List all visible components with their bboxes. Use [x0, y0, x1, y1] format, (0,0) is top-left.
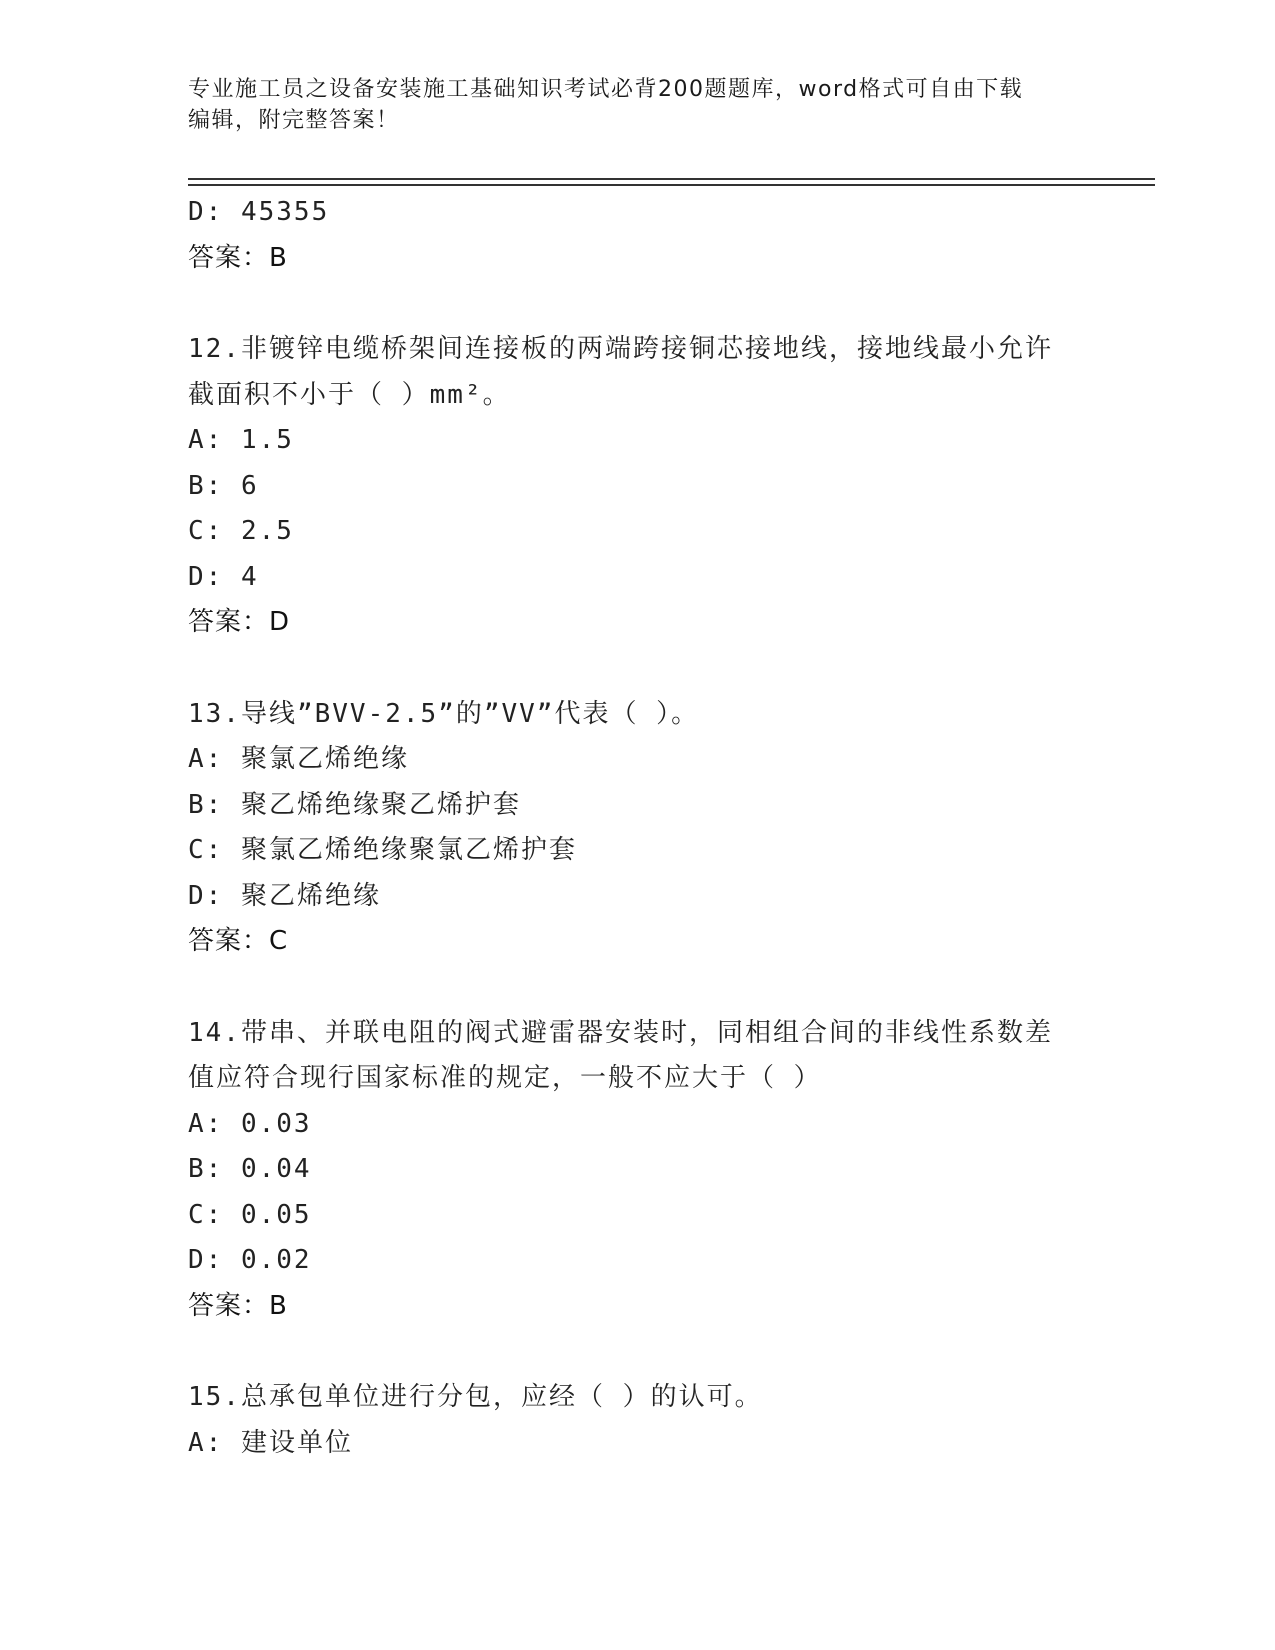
option-d: D: 4 — [188, 561, 259, 592]
option-d: D: 聚乙烯绝缘 — [188, 880, 381, 911]
spacer — [188, 281, 1088, 327]
document-header — [188, 74, 1068, 136]
spacer — [188, 1329, 1088, 1375]
option-b: B: 聚乙烯绝缘聚乙烯护套 — [188, 789, 521, 820]
option-c: C: 2.5 — [188, 516, 294, 546]
option-a: A: 聚氯乙烯绝缘 — [188, 744, 409, 774]
question-list — [188, 190, 1088, 1466]
question-stem-line-1: 15.总承包单位进行分包，应经（ ）的认可。 — [188, 1382, 763, 1412]
header-divider-top — [188, 178, 1155, 180]
question-15 — [188, 1375, 1088, 1466]
option-a: A: 0.03 — [188, 1108, 312, 1139]
question-stem-line-1: 14.带串、并联电阻的阀式避雷器安装时，同相组合间的非线性系数差 — [188, 1017, 1053, 1048]
question-stem-line-1: 13.导线”BVV-2.5”的”VV”代表（ ）。 — [188, 698, 700, 729]
question-stem-line-1: 12.非镀锌电缆桥架间连接板的两端跨接铜芯接地线，接地线最小允许 — [188, 334, 1053, 364]
option-d: D: 45355 — [188, 197, 330, 227]
question-stem-line-2: 值应符合现行国家标准的规定，一般不应大于（ ） — [188, 1063, 822, 1093]
header-divider-bottom — [188, 184, 1155, 186]
option-a: A: 建设单位 — [188, 1427, 353, 1458]
answer-line: 答案：B — [188, 242, 288, 273]
option-d: D: 0.02 — [188, 1245, 312, 1275]
question-12 — [188, 327, 1088, 646]
spacer — [188, 965, 1088, 1011]
option-a: A: 1.5 — [188, 425, 294, 455]
question-stem-line-2: 截面积不小于（ ）mm²。 — [188, 379, 511, 410]
answer-line: 答案：D — [188, 607, 291, 637]
question-11-tail — [188, 190, 1088, 281]
answer-line: 答案：B — [188, 1290, 288, 1321]
header-title-line-2: 编辑，附完整答案！ — [188, 108, 400, 133]
option-b: B: 6 — [188, 470, 259, 501]
answer-line: 答案：C — [188, 926, 289, 956]
header-title-line-1: 专业施工员之设备安装施工基础知识考试必背200题题库，word格式可自由下载 — [188, 77, 1024, 102]
option-b: B: 0.04 — [188, 1154, 312, 1184]
option-c: C: 0.05 — [188, 1199, 312, 1230]
option-c: C: 聚氯乙烯绝缘聚氯乙烯护套 — [188, 835, 577, 865]
question-13 — [188, 692, 1088, 965]
spacer — [188, 646, 1088, 692]
question-14 — [188, 1011, 1088, 1330]
